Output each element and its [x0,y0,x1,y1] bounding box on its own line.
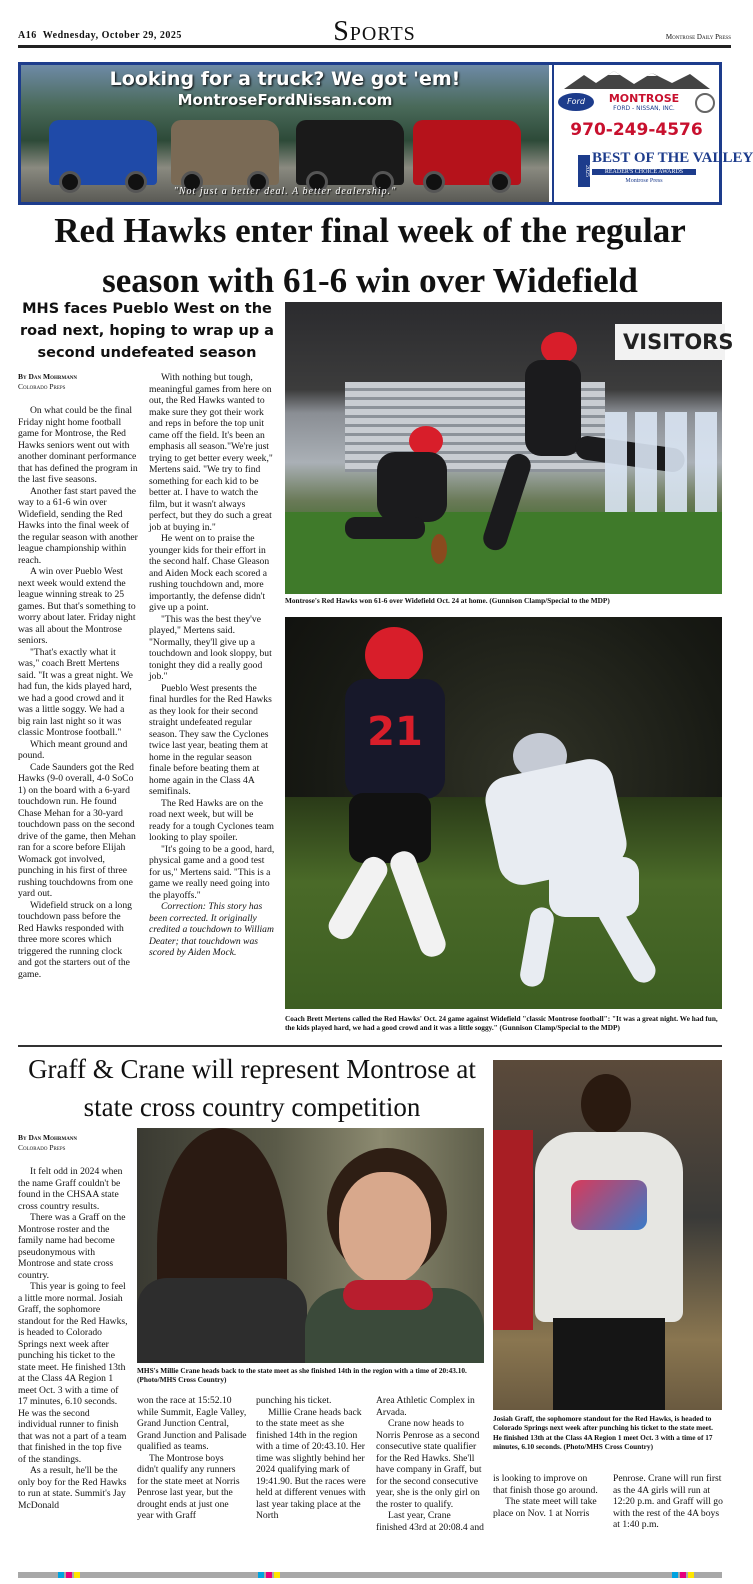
photo3-caption: MHS's Millie Crane heads back to the state meet as she finished 14th in the region with a time of 20:43.10. (Photo/MHS Cross Country) [137,1366,467,1385]
paragraph: Last year, Crane finished 43rd at 20:08.4 and [376,1510,484,1533]
photo-millie-crane [137,1128,484,1363]
paragraph: There was a Graff on the Montrose roster and the family name had become pseudonymous with Montrose and state cross country. [18,1212,126,1281]
paragraph: punching his ticket. [256,1395,332,1406]
runner-jersey-number: 21 [367,709,423,755]
ford-logo: Ford [558,93,594,111]
masthead [18,14,731,48]
paragraph: The Red Hawks are on the road next week, but will be ready for a tough Cyclones team looking to play spoiler. [149,797,274,843]
runner-pants [349,793,431,863]
paragraph: Area Athletic Complex in Arvada. [376,1395,475,1418]
kicker-body [525,360,581,456]
award-subtitle: READER'S CHOICE AWARDS [592,169,696,175]
visitors-sign-text: VISITORS [623,330,734,354]
best-of-valley-badge [578,145,753,195]
color-mark-yellow [274,1572,280,1578]
story1-subhead: MHS faces Pueblo West on the road next, hoping to wrap up a second undefeated season [20,301,274,361]
color-mark-magenta [66,1572,72,1578]
story2-byline [18,1133,77,1153]
dealer-phone[interactable]: 970-249-4576 [570,120,703,140]
paragraph: The state meet will take place on Nov. 1 at Norris [493,1496,597,1519]
press-color-bar [18,1572,722,1578]
ad-dealer-panel [552,65,753,202]
runner-jersey [345,679,445,799]
award-publisher: Montrose Press [625,178,663,184]
story2-column-5 [493,1473,603,1519]
story2-byline-author: By Dan Mohrmann [18,1133,78,1142]
paragraph: The Montrose boys didn't qualify any runners for the state meet at Norris Penrose last year, but the drought ends at just one year with Graff [137,1452,240,1521]
color-mark-cyan [258,1572,264,1578]
paragraph: Which meant ground and pound. [18,738,128,761]
ad-headline: Looking for a truck? We got 'em! [109,68,461,90]
photo-josiah-graff [493,1060,722,1410]
truck-red [413,120,521,185]
nissan-logo-icon [695,93,715,113]
bystander-red-jacket [493,1130,533,1330]
paragraph: Another fast start paved the way to a 61-6 win over Widefield, sending the Red Hawks into the final week of the regular season with another league championship within reach. [18,485,138,566]
graff-pants [553,1318,665,1410]
story2-column-6 [613,1473,723,1531]
story1-column-2 [149,372,276,959]
sweatshirt-graphic [571,1180,647,1230]
dealership-ad[interactable] [18,62,753,205]
dealer-name: MONTROSE [608,92,680,105]
football [431,534,447,564]
crane-hood [343,1280,433,1310]
section-divider [18,1045,722,1047]
color-mark-cyan [58,1572,64,1578]
story1-headline: Red Hawks enter final week of the regular season with 61-6 win over Widefield [54,211,686,300]
award-year: 2025 [578,155,590,187]
story1-byline-author: By Dan Mohrmann [18,372,78,381]
paragraph: A win over Pueblo West next week would extend the league winning streak to 25 games. But that's something to worry about later. Friday night was all about the Montrose seniors. [18,566,136,646]
story1-byline [18,372,77,392]
color-mark-yellow [74,1572,80,1578]
paragraph: Millie Crane heads back to the state meet as she finished 14th in the region with a time of 20:43.10. Her time was slightly behind her 2024 qualifying mark of 19:41.90. But the races were held at different venues with last year taking place at the North [256,1406,366,1521]
paragraph: won the race at 15:52.10 while Summit, Eagle Valley, Grand Junction Central, Grand Junction and Palisade qualified as teams. [137,1395,247,1452]
crane-face [339,1172,431,1284]
color-mark-yellow [688,1572,694,1578]
story1-byline-org: Colorado Preps [18,382,66,391]
color-mark-cyan [672,1572,678,1578]
photo1-caption: Montrose's Red Hawks won 61-6 over Widefield Oct. 24 at home. (Gunnison Clamp/Special to the MDP) [285,596,610,605]
photo-football-kickoff [285,302,734,594]
paragraph: "It's going to be a good, hard, physical game and a good test for us," Mertens said. "This is a game we really need going into the playoffs." [149,843,275,901]
story1-column-1 [18,405,138,980]
truck-blue [49,120,157,185]
photo-football-runner [285,617,722,1009]
paragraph: It felt odd in 2024 when the name Graff couldn't be found in the CHSAA state cross country results. [18,1166,123,1212]
defender-pants [549,857,639,917]
story2-column-3 [256,1395,366,1522]
paragraph: Pueblo West presents the final hurdles for the Red Hawks as they look for their second straight undefeated regular season. They saw the Cyclones twice last year, beating them at home in the regular season finale before beating them at home again in the Class 4A semifinals. [149,682,272,797]
opponent-players [605,412,722,512]
paragraph: Cade Saunders got the Red Hawks (9-0 overall, 4-0 SoCo 1) on the board with a 6-yard touchdown run. He found Chase Mehan for a 30-yard touchdown pass on the second drive of the game, then Mehan ran for a score before Elijah Womack got involved, punching in his first of three rushing touchdowns from one yard out. [18,761,136,899]
story2-column-1 [18,1166,130,1511]
visitors-sign [615,324,734,360]
runner-helmet [365,627,423,683]
paragraph: With nothing but tough, meaningful games from here on out, the Red Hawks wanted to make sure they got their work and reps in before the top unit came off the field. It's been an emphasis all season."We're just trying to get better every week," Mertens said. "We try to find something for each kid to be better at. I have to watch the film, but it wasn't always perfect, but they do such a great job at buying in." [149,372,273,533]
holder-leg [345,517,425,539]
color-mark-magenta [266,1572,272,1578]
color-mark-magenta [680,1572,686,1578]
paragraph: is looking to improve on that finish those go around. [493,1473,598,1496]
holder-body [377,452,447,522]
truck-black [296,120,404,185]
page-number: A16 [18,30,37,41]
issue-date: Wednesday, October 29, 2025 [42,30,182,41]
story2-byline-org: Colorado Preps [18,1143,66,1152]
ad-url[interactable]: MontroseFordNissan.com [177,91,393,109]
paragraph: "This was the best they've played," Mertens said. "Normally, they'll give up a touchdown and look sloppy, but tonight they did a really good job." [149,613,272,682]
story2-column-2 [137,1395,247,1522]
ad-tagline: "Not just a better deal. A better dealership." [173,186,397,197]
story2-headline: Graff & Crane will represent Montrose at state cross country competition [28,1054,476,1122]
award-title: BEST OF THE VALLEY [592,150,753,166]
paragraph: This year is going to feel a little more normal. Josiah Graff, the sophomore standout for the Red Hawks, is headed to Colorado Springs next week after punching his ticket to the state meet. He finished 13th at the Class 4A Region 1 meet Oct. 3 with a time of 17 minutes, 6.10 seconds. He was the second individual runner to finish that was not a part of a team that finished in the top five of the standings. [18,1281,128,1465]
correction-note: Correction: This story has been corrected. It originally credited a touchdown to William Deater; that touchdown was scored by Aiden Mock. [149,901,274,958]
paper-name: Montrose Daily Press [665,33,731,41]
mountain-logo-icon [564,69,710,89]
paragraph: "That's exactly what it was," coach Brett Mertens said. "It was a great night. We had fun, the kids played hard, we had a good crowd and it was a little soggy. We had a big rain last night so it was classic Montrose football." [18,646,133,738]
paragraph: He went on to praise the younger kids for their effort in the second half. Chase Gleason and Aiden Mock each scored a rushing touchdown and, more importantly, the defense didn't give up a point. [149,533,270,613]
graff-head [581,1074,631,1134]
story2-column-4 [376,1395,484,1533]
truck-tan [171,120,279,185]
teammate-shoulder [137,1278,307,1363]
paragraph: On what could be the final Friday night home football game for Montrose, the Red Hawks seniors went out with another dominant performance that has defined the program in the last five seasons. [18,405,138,485]
paragraph: Penrose. Crane will run first as the 4A girls will run at 12:20 p.m. and Graff will go with the rest of the 4A boys at 1:40 p.m. [613,1473,723,1530]
paragraph: Widefield struck on a long touchdown pass before the Red Hawks responded with three more scores which triggered the running clock and got the starters out of the game. [18,899,132,980]
section-title: Sports [333,16,416,47]
paragraph: Crane now heads to Norris Penrose as a second consecutive state qualifier for the Red Hawks. She'll have company in Graff, but for the second consecutive year, she is the only girl on the roster to qualify. [376,1418,482,1510]
dealer-sub: FORD - NISSAN, INC. [613,105,675,112]
photo2-caption: Coach Brett Mertens called the Red Hawks' Oct. 24 game against Widefield "classic Montrose football": "It was a great night. We had fun, the kids played hard, we had a good crowd and it was a little soggy." (Gunnison Clamp/Special to the MDP) [285,1014,718,1033]
paragraph: As a result, he'll be the only boy for the Red Hawks to run at state. Summit's Jay McDonald [18,1465,127,1511]
photo4-caption: Josiah Graff, the sophomore standout for the Red Hawks, is headed to Colorado Springs next week after punching his ticket to the state meet. He finished 13th at the Class 4A Region 1 meet Oct. 3 with a time of 17 minutes, 6.10 seconds. (Photo/MHS Cross Country) [493,1414,713,1451]
